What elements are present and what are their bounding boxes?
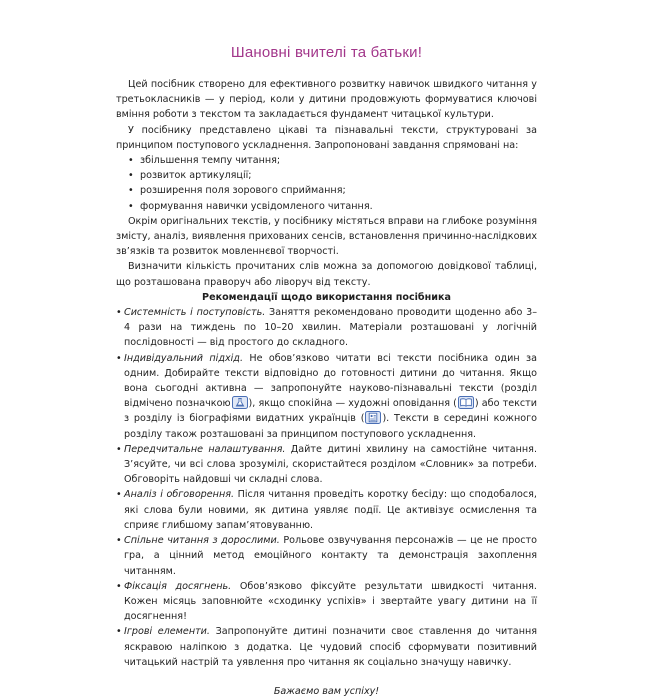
- bullet-icon: •: [116, 443, 122, 455]
- recommendation-text: Дайте дитині хвилину на самостійне читання. З’ясуйте, чи всі слова зрозумілі, скористайтеся розділом «Словник» за потреби. Обговоріть найдовші чи складні слова.: [124, 443, 537, 486]
- bullet-icon: •: [116, 352, 122, 364]
- intro-paragraph-4: Визначити кількість прочитаних слів можна за допомогою довідкової таблиці, що розташована праворуч або ліворуч від тексту.: [116, 261, 537, 288]
- page-title: Шановні вчителі та батьки!: [230, 44, 423, 61]
- bullet-icon: •: [116, 626, 122, 638]
- recommendation-item: [116, 579, 537, 625]
- goal-item: • формування навички усвідомленого читання.: [128, 199, 537, 214]
- bullet-icon: •: [116, 535, 122, 547]
- recommendation-item: [116, 624, 537, 670]
- goal-item: • розширення поля зорового сприймання;: [128, 183, 537, 198]
- recommendation-item: [116, 351, 537, 442]
- recommendation-text: Не обов’язково читати всі тексти посібника один за одним. Добирайте тексти відповідно до готовності дитини до читання. Якщо вона сьогодні активна — запропонуйте науково-пізнавальні тексти (розділ відмічено позначкою: [124, 352, 537, 410]
- intro-paragraph-3: Окрім оригінальних текстів, у посібнику містяться вправи на глибоке розуміння змісту, аналіз, виявлення прихованих сенсів, встановлення причинно-наслідкових зв’язків та розвиток мовленнєвої творчості.: [116, 215, 537, 258]
- recommendation-text: Рольове озвучування персонажів — це не просто гра, а цінний метод емоційного контакту та демонстрація захоплення читанням.: [124, 535, 537, 577]
- goals-list: [116, 153, 537, 214]
- recommendation-term: Індивідуальний підхід.: [124, 352, 243, 364]
- recommendation-text: ) або тексти з розділу із біографіями видатних українців (: [124, 398, 537, 425]
- biography-book-icon: [365, 411, 381, 424]
- bullet-icon: •: [116, 307, 122, 319]
- recommendation-term: Спільне читання з дорослими.: [124, 535, 280, 547]
- bullet-icon: •: [116, 580, 122, 592]
- goal-item: • збільшення темпу читання;: [128, 153, 537, 168]
- recommendation-text: ). Тексти в середині кожного розділу також розташовані за принципом поступового ускладнення.: [124, 413, 537, 440]
- open-book-icon: [458, 396, 474, 409]
- recommendation-text: Запропонуйте дитині позначити своє ставлення до читання яскравою наліпкою з додатка. Це чудовий спосіб сформувати позитивний читацький настрій та уявлення про читання як соціально значущу навичку.: [124, 626, 538, 668]
- intro-paragraph-2: У посібнику представлено цікаві та пізнавальні тексти, структуровані за принципом поступового ускладнення. Запропоновані завдання спрямовані на:: [116, 124, 537, 151]
- flask-icon: [232, 396, 248, 409]
- bullet-icon: •: [116, 489, 122, 501]
- recommendation-term: Фіксація досягнень.: [124, 580, 232, 592]
- recommendation-item: [116, 487, 537, 533]
- recommendation-item: [116, 305, 537, 351]
- recommendation-item: [116, 442, 537, 488]
- goal-item: • розвиток артикуляції;: [128, 168, 537, 183]
- recommendation-term: Аналіз і обговорення.: [124, 489, 235, 501]
- recommendation-term: Системність і поступовість.: [124, 307, 266, 319]
- recommendation-text: Заняття рекомендовано проводити щоденно або 3–4 рази на тиждень по 10–20 хвилин. Матеріали розташовані у логічній послідовності — від простого до складного.: [124, 307, 537, 349]
- recommendation-text: Обов’язково фіксуйте результати швидкості читання. Кожен місяць заповнюйте «сходинку успіхів» і звертайте увагу дитини на її досягнення!: [124, 580, 537, 623]
- intro-paragraph-1: Цей посібник створено для ефективного розвитку навичок швидкого читання у третьокласників — у період, коли у дитини продовжують формуватися ключові вміння роботи з текстом та закладається фундамент читацької культури.: [116, 79, 537, 121]
- recommendation-text: ), якщо спокійна — художні оповідання (: [248, 398, 457, 410]
- recommendations-heading: Рекомендації щодо використання посібника: [202, 291, 451, 303]
- page: [0, 44, 650, 697]
- recommendation-text: Після читання проведіть коротку бесіду: що сподобалося, які слова були новими, як дитина уявляє події. Це активізує осмислення та сприяє глибшому запам’ятовуванню.: [124, 489, 537, 531]
- recommendation-term: Ігрові елементи.: [124, 626, 210, 638]
- recommendation-item: [116, 533, 537, 579]
- closing-wish: Бажаємо вам успіху!: [273, 685, 380, 697]
- recommendation-term: Передчитальне налаштування.: [124, 443, 286, 455]
